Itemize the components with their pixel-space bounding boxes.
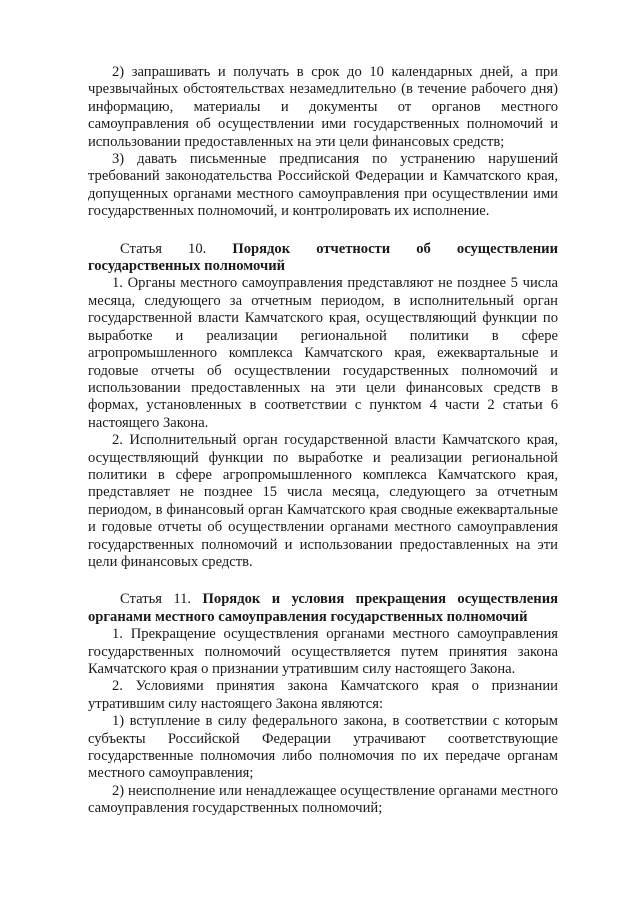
article-11-title: Порядок и условия прекращения осуществления органами местного самоуправления государственных полномочий <box>88 591 558 625</box>
article-11-subitem-1: 1) вступление в силу федерального закона, в соответствии с которым субъекты Российской Федерации утрачивают соответствующие государственные полномочия либо полномочия по их передаче органам местного самоуправления; <box>88 713 558 782</box>
article-11-heading <box>88 591 558 626</box>
article-11-paragraph-1: 1. Прекращение осуществления органами местного самоуправления государственных полномочий осуществляется путем принятия закона Камчатского края о признании утратившим силу настоящего Закона. <box>88 626 558 677</box>
article-11-prefix: Статья 11. <box>120 591 192 608</box>
article-10-paragraph-2: 2. Исполнительный орган государственной власти Камчатского края, осуществляющий функции по выработке и реализации региональной политики в сфере агропромышленного комплекса Камчатского края, представляет не позднее 15 числа месяца, следующего за отчетным периодом, в финансовый орган Камчатского края сводные ежеквартальные и годовые отчеты об осуществлении органами местного самоуправления государственных полномочий и использовании предоставленных на эти цели финансовых средств. <box>88 432 558 570</box>
article-10-heading <box>88 241 558 276</box>
article-10-prefix: Статья 10. <box>120 240 207 257</box>
article-11-subitem-2: 2) неисполнение или ненадлежащее осуществление органами местного самоуправления государственных полномочий; <box>88 782 558 817</box>
paragraph-item-2: 2) запрашивать и получать в срок до 10 календарных дней, а при чрезвычайных обстоятельствах незамедлительно (в течение рабочего дня) информацию, материалы и документы от органов местного самоуправления об осуществлении ими государственных полномочий и использовании предоставленных на эти цели финансовых средств; <box>88 64 558 150</box>
paragraph-item-3: 3) давать письменные предписания по устранению нарушений требований законодательства Российской Федерации и Камчатского края, допущенных органами местного самоуправления при осуществлении ими государственных полномочий, и контролировать их исполнение. <box>88 151 558 220</box>
article-10-title: Порядок отчетности об осуществлении государственных полномочий <box>88 240 558 275</box>
article-10-paragraph-1: 1. Органы местного самоуправления представляют не позднее 5 числа месяца, следующего за отчетным периодом, в исполнительный орган государственной власти Камчатского края, осуществляющий функции по выработке и реализации региональной политики в сфере агропромышленного комплекса Камчатского края, ежеквартальные и годовые отчеты об осуществлении государственных полномочий и использовании предоставленных на эти цели финансовых средств в формах, установленных в соответствии с пунктом 4 части 2 статьи 6 настоящего Закона. <box>88 275 558 431</box>
article-11-paragraph-2: 2. Условиями принятия закона Камчатского края о признании утратившим силу настоящего Закона являются: <box>88 678 558 712</box>
